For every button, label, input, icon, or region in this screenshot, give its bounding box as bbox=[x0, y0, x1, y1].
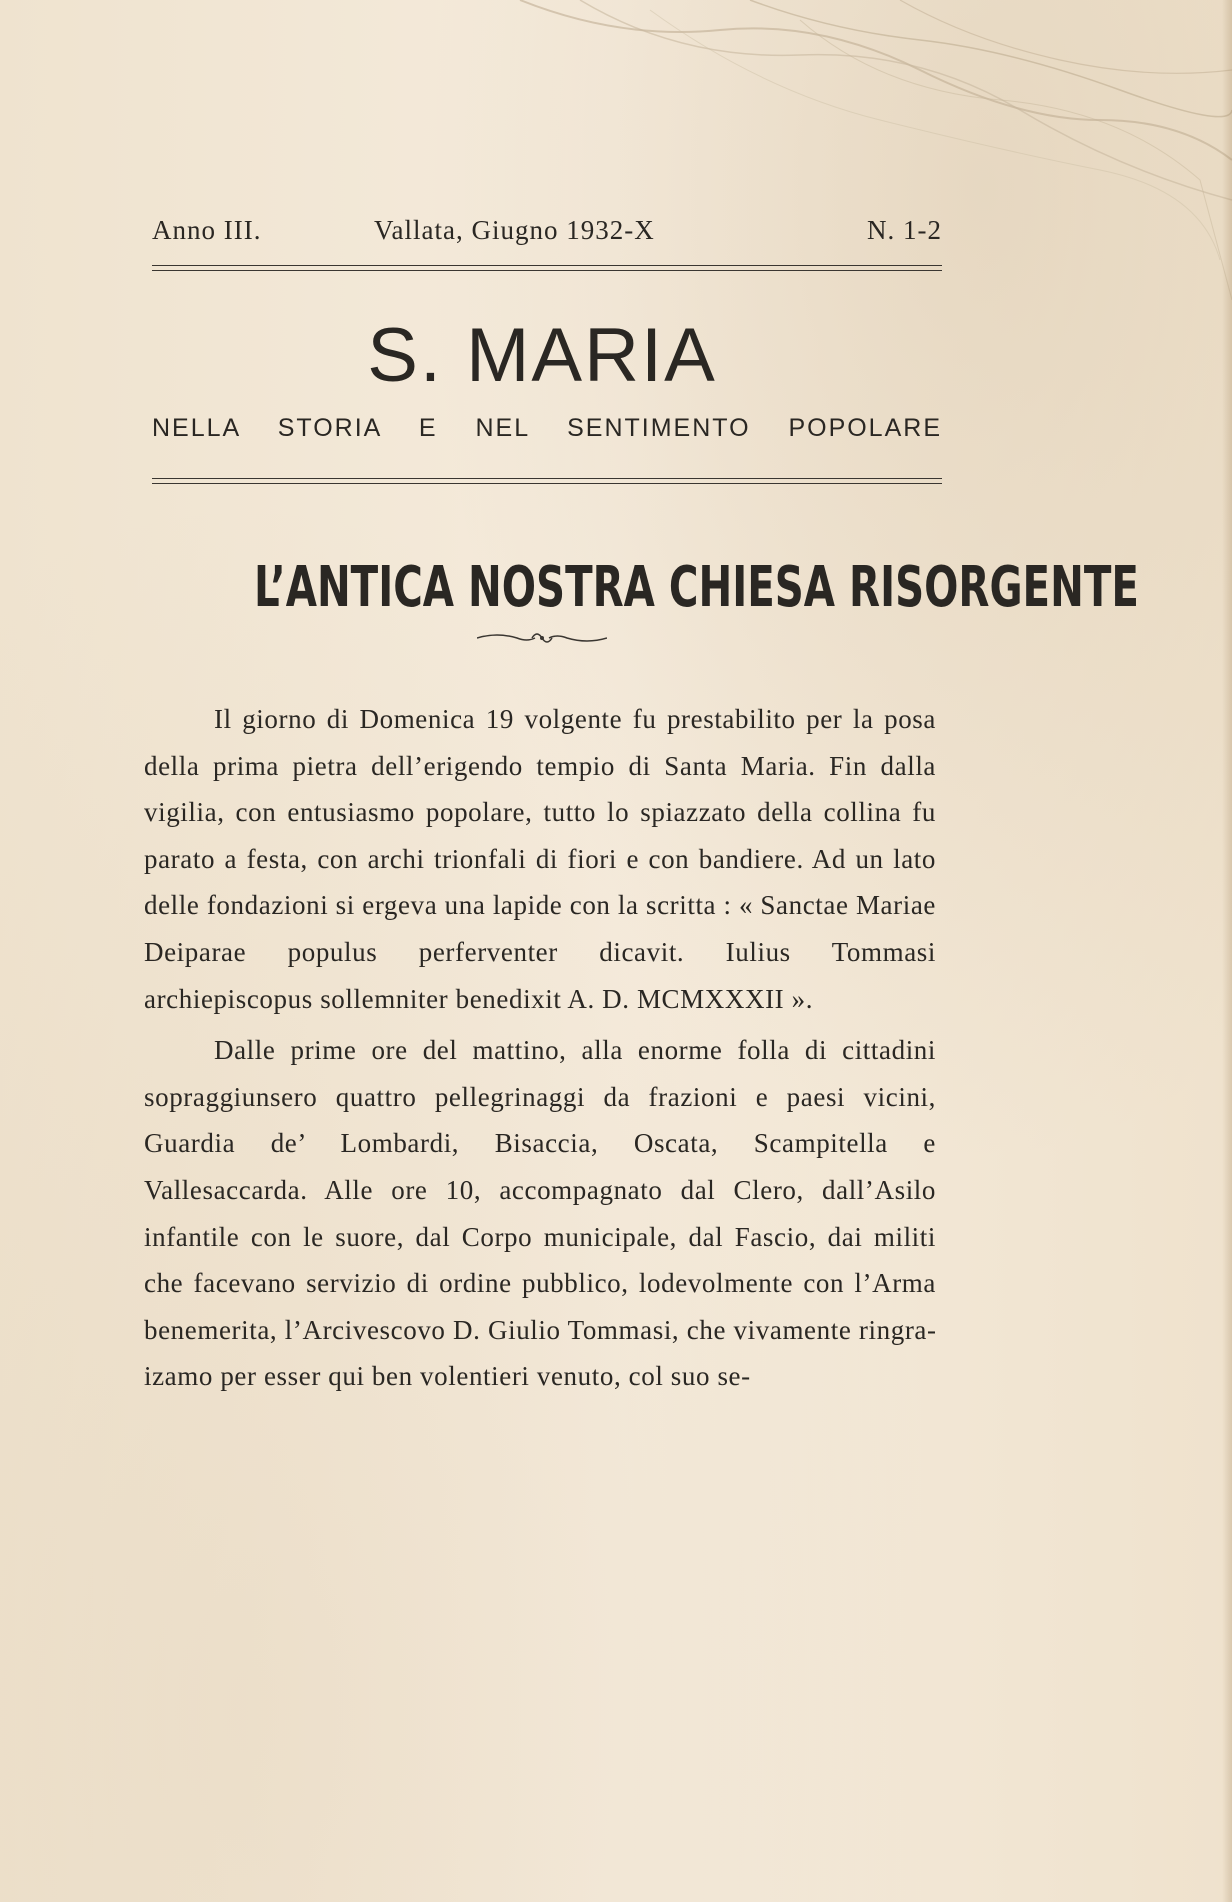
article-headline: L’ANTICA NOSTRA CHIESA RISORGENTE bbox=[254, 555, 1139, 620]
article-body bbox=[144, 696, 936, 1405]
place-date: Vallata, Giugno 1932-X bbox=[374, 215, 655, 245]
paper-crease-decoration bbox=[500, 0, 1232, 300]
article-paragraph: Dalle prime ore del mattino, alla enorme folla di cittadini sopraggiunsero quattro pellegrinaggi da frazioni e paesi vicini, Guardia de’ Lombardi, Bisaccia, Oscata, Scampitella e Vallesaccarda. Alle ore 10, accompagnato dal Clero, dall’Asilo infantile con le suore, dal Corpo municipale, dal Fascio, dai militi che facevano servizio di ordine pubblico, lodevolmente con l’Arma benemerita, l’Arcivescovo D. Giulio Tommasi, che vivamente ringraizamo per esser qui ben volentieri venuto, col suo se- bbox=[144, 1035, 936, 1392]
publication-subtitle: NELLA STORIA E NEL SENTIMENTO POPOLARE bbox=[152, 414, 942, 442]
ornament-divider-icon bbox=[477, 628, 607, 648]
masthead bbox=[142, 215, 942, 255]
issue-number: N. 1-2 bbox=[867, 215, 942, 245]
article-paragraph: Il giorno di Domenica 19 volgente fu prestabilito per la posa della prima pietra dell’erigendo tempio di Santa Maria. Fin dalla vigilia, con entusiasmo popolare, tutto lo spiazzato della collina fu parato a festa, con archi trionfali di fiori e con bandiere. Ad un lato delle fondazioni si ergeva una lapide con la scritta : « Sanctae Mariae Deiparae populus perferventer dicavit. Iulius Tommasi archiepiscopus sollemniter benedixit A. D. MCMXXXII ». bbox=[144, 704, 936, 1014]
publication-title: S. MARIA bbox=[367, 313, 717, 398]
issue-year: Anno III. bbox=[152, 215, 262, 245]
title-rule bbox=[152, 478, 942, 484]
page-edge-shadow bbox=[1222, 0, 1232, 1902]
masthead-rule bbox=[152, 265, 942, 271]
